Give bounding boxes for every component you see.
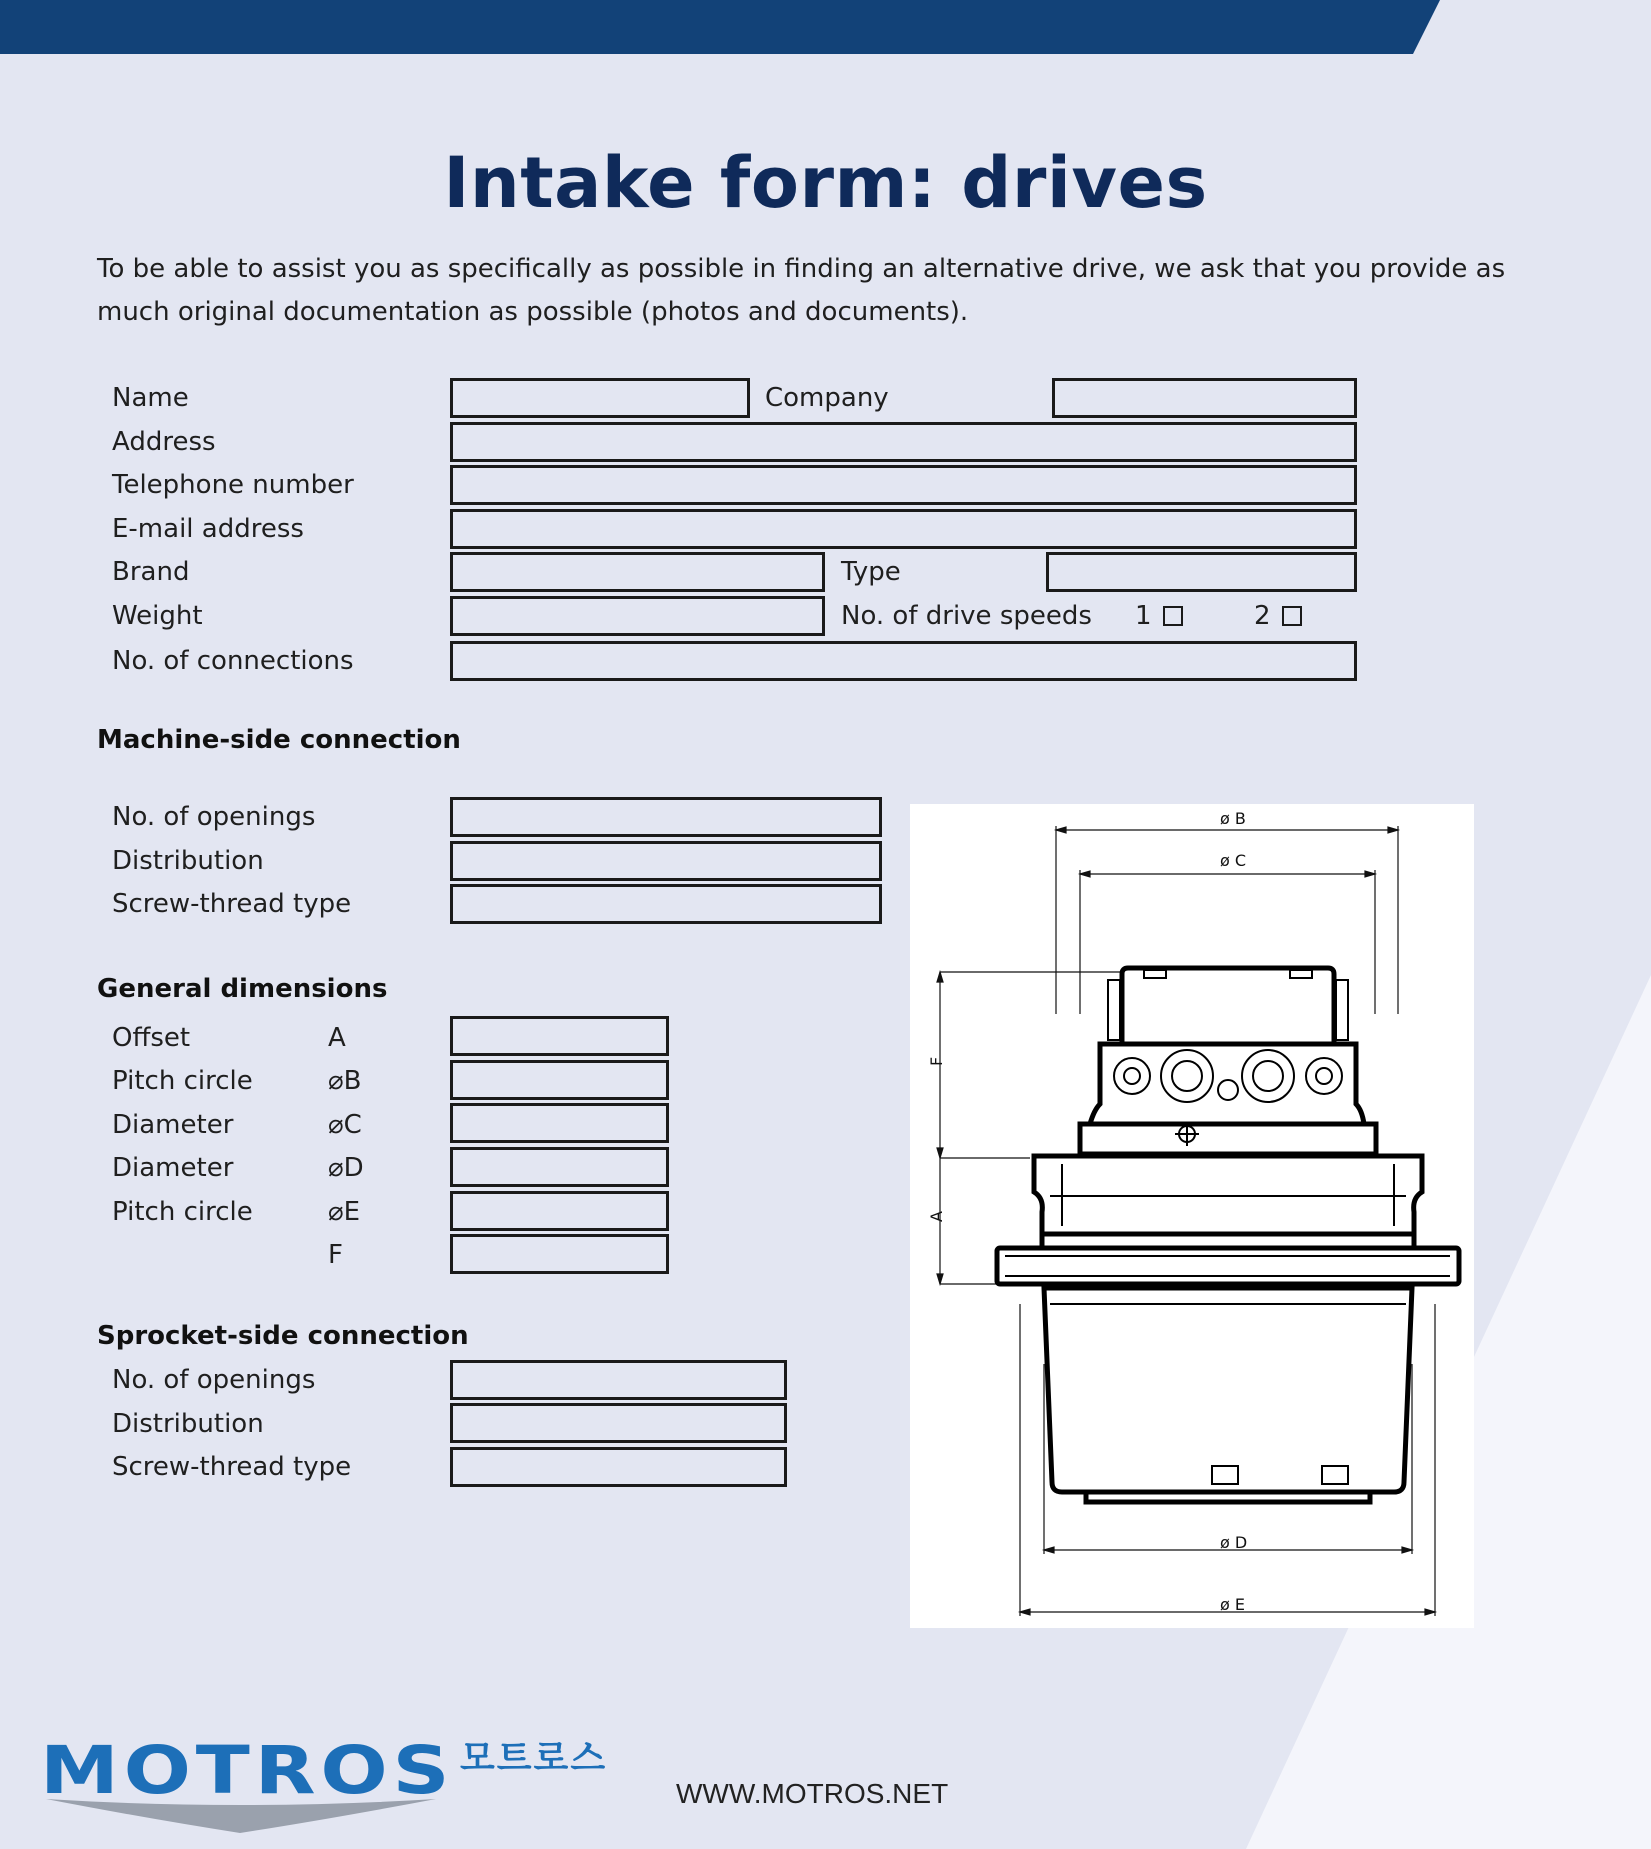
- machine-openings-label: No. of openings: [112, 802, 316, 832]
- general-dimensions-heading: General dimensions: [97, 974, 388, 1004]
- dimension-code: A: [328, 1023, 346, 1053]
- dimension-a-text: A: [927, 1211, 946, 1222]
- connections-label: No. of connections: [112, 646, 354, 676]
- address-label: Address: [112, 427, 216, 457]
- dimension-code: ⌀B: [328, 1066, 362, 1096]
- machine-openings-field[interactable]: [450, 797, 882, 837]
- sprocket-distribution-field[interactable]: [450, 1403, 787, 1443]
- machine-thread-field[interactable]: [450, 884, 882, 924]
- name-field[interactable]: [450, 378, 750, 418]
- website-url[interactable]: WWW.MOTROS.NET: [676, 1778, 949, 1809]
- machine-thread-label: Screw-thread type: [112, 889, 352, 919]
- company-label: Company: [765, 383, 889, 413]
- dimension-d-text: ø D: [1220, 1533, 1248, 1552]
- name-label: Name: [112, 383, 189, 413]
- intro-text: To be able to assist you as specifically as possible in finding an alternative drive, we ask that you provide as much original documentation as possible (photos and documents).: [97, 254, 1506, 327]
- dimension-label: Diameter: [112, 1153, 234, 1183]
- type-label: Type: [841, 557, 901, 587]
- machine-distribution-label: Distribution: [112, 846, 264, 876]
- brand-label: Brand: [112, 557, 190, 587]
- sprocket-openings-field[interactable]: [450, 1360, 787, 1400]
- sprocket-openings-label: No. of openings: [112, 1365, 316, 1395]
- connections-field[interactable]: [450, 641, 1357, 681]
- sprocket-thread-field[interactable]: [450, 1447, 787, 1487]
- email-label: E-mail address: [112, 514, 304, 544]
- dimension-e-text: ø E: [1220, 1595, 1245, 1614]
- dimension-label: Pitch circle: [112, 1066, 253, 1096]
- telephone-label: Telephone number: [112, 470, 354, 500]
- dimension-code: ⌀D: [328, 1153, 364, 1183]
- dimension-b-text: ø B: [1220, 809, 1246, 828]
- machine-distribution-field[interactable]: [450, 841, 882, 881]
- speed-2-checkbox[interactable]: [1282, 606, 1302, 626]
- company-field[interactable]: [1052, 378, 1357, 418]
- motros-logo: [40, 1732, 455, 1835]
- logo-swoosh: [40, 1793, 442, 1835]
- drive-speeds-label: No. of drive speeds: [841, 601, 1092, 631]
- brand-field[interactable]: [450, 552, 825, 592]
- weight-label: Weight: [112, 601, 203, 631]
- sprocket-thread-label: Screw-thread type: [112, 1452, 352, 1482]
- type-field[interactable]: [1046, 552, 1357, 592]
- dimension-b-field[interactable]: [450, 1060, 669, 1100]
- dimension-code: ⌀C: [328, 1110, 362, 1140]
- top-banner: [0, 0, 1651, 54]
- dimension-c-text: ø C: [1220, 851, 1247, 870]
- drive-technical-drawing: [910, 804, 1474, 1628]
- weight-field[interactable]: [450, 596, 825, 636]
- address-field[interactable]: [450, 422, 1357, 462]
- dimension-code: ⌀E: [328, 1197, 361, 1227]
- dimension-label: Diameter: [112, 1110, 234, 1140]
- dimension-f-field[interactable]: [450, 1234, 669, 1274]
- speed-1-checkbox[interactable]: [1163, 606, 1183, 626]
- sprocket-side-heading: Sprocket-side connection: [97, 1321, 469, 1351]
- email-field[interactable]: [450, 509, 1357, 549]
- dimension-label: Pitch circle: [112, 1197, 253, 1227]
- dimension-c-field[interactable]: [450, 1103, 669, 1143]
- sprocket-distribution-label: Distribution: [112, 1409, 264, 1439]
- dimension-code: F: [328, 1240, 343, 1270]
- logo-korean-text: 모트로스: [460, 1738, 608, 1779]
- dimension-d-field[interactable]: [450, 1147, 669, 1187]
- telephone-field[interactable]: [450, 465, 1357, 505]
- speed-option-1-label: 1: [1135, 601, 1152, 631]
- dimension-a-field[interactable]: [450, 1016, 669, 1056]
- machine-side-heading: Machine-side connection: [97, 725, 461, 755]
- speed-option-2-label: 2: [1254, 601, 1271, 631]
- dimension-label: Offset: [112, 1023, 191, 1053]
- drive-drawing-svg: [910, 804, 1474, 1628]
- dimension-f-text: F: [927, 1056, 946, 1066]
- logo-wordmark: MOTROS: [40, 1732, 455, 1809]
- page-title: Intake form: drives: [443, 142, 1208, 224]
- dimension-e-field[interactable]: [450, 1191, 669, 1231]
